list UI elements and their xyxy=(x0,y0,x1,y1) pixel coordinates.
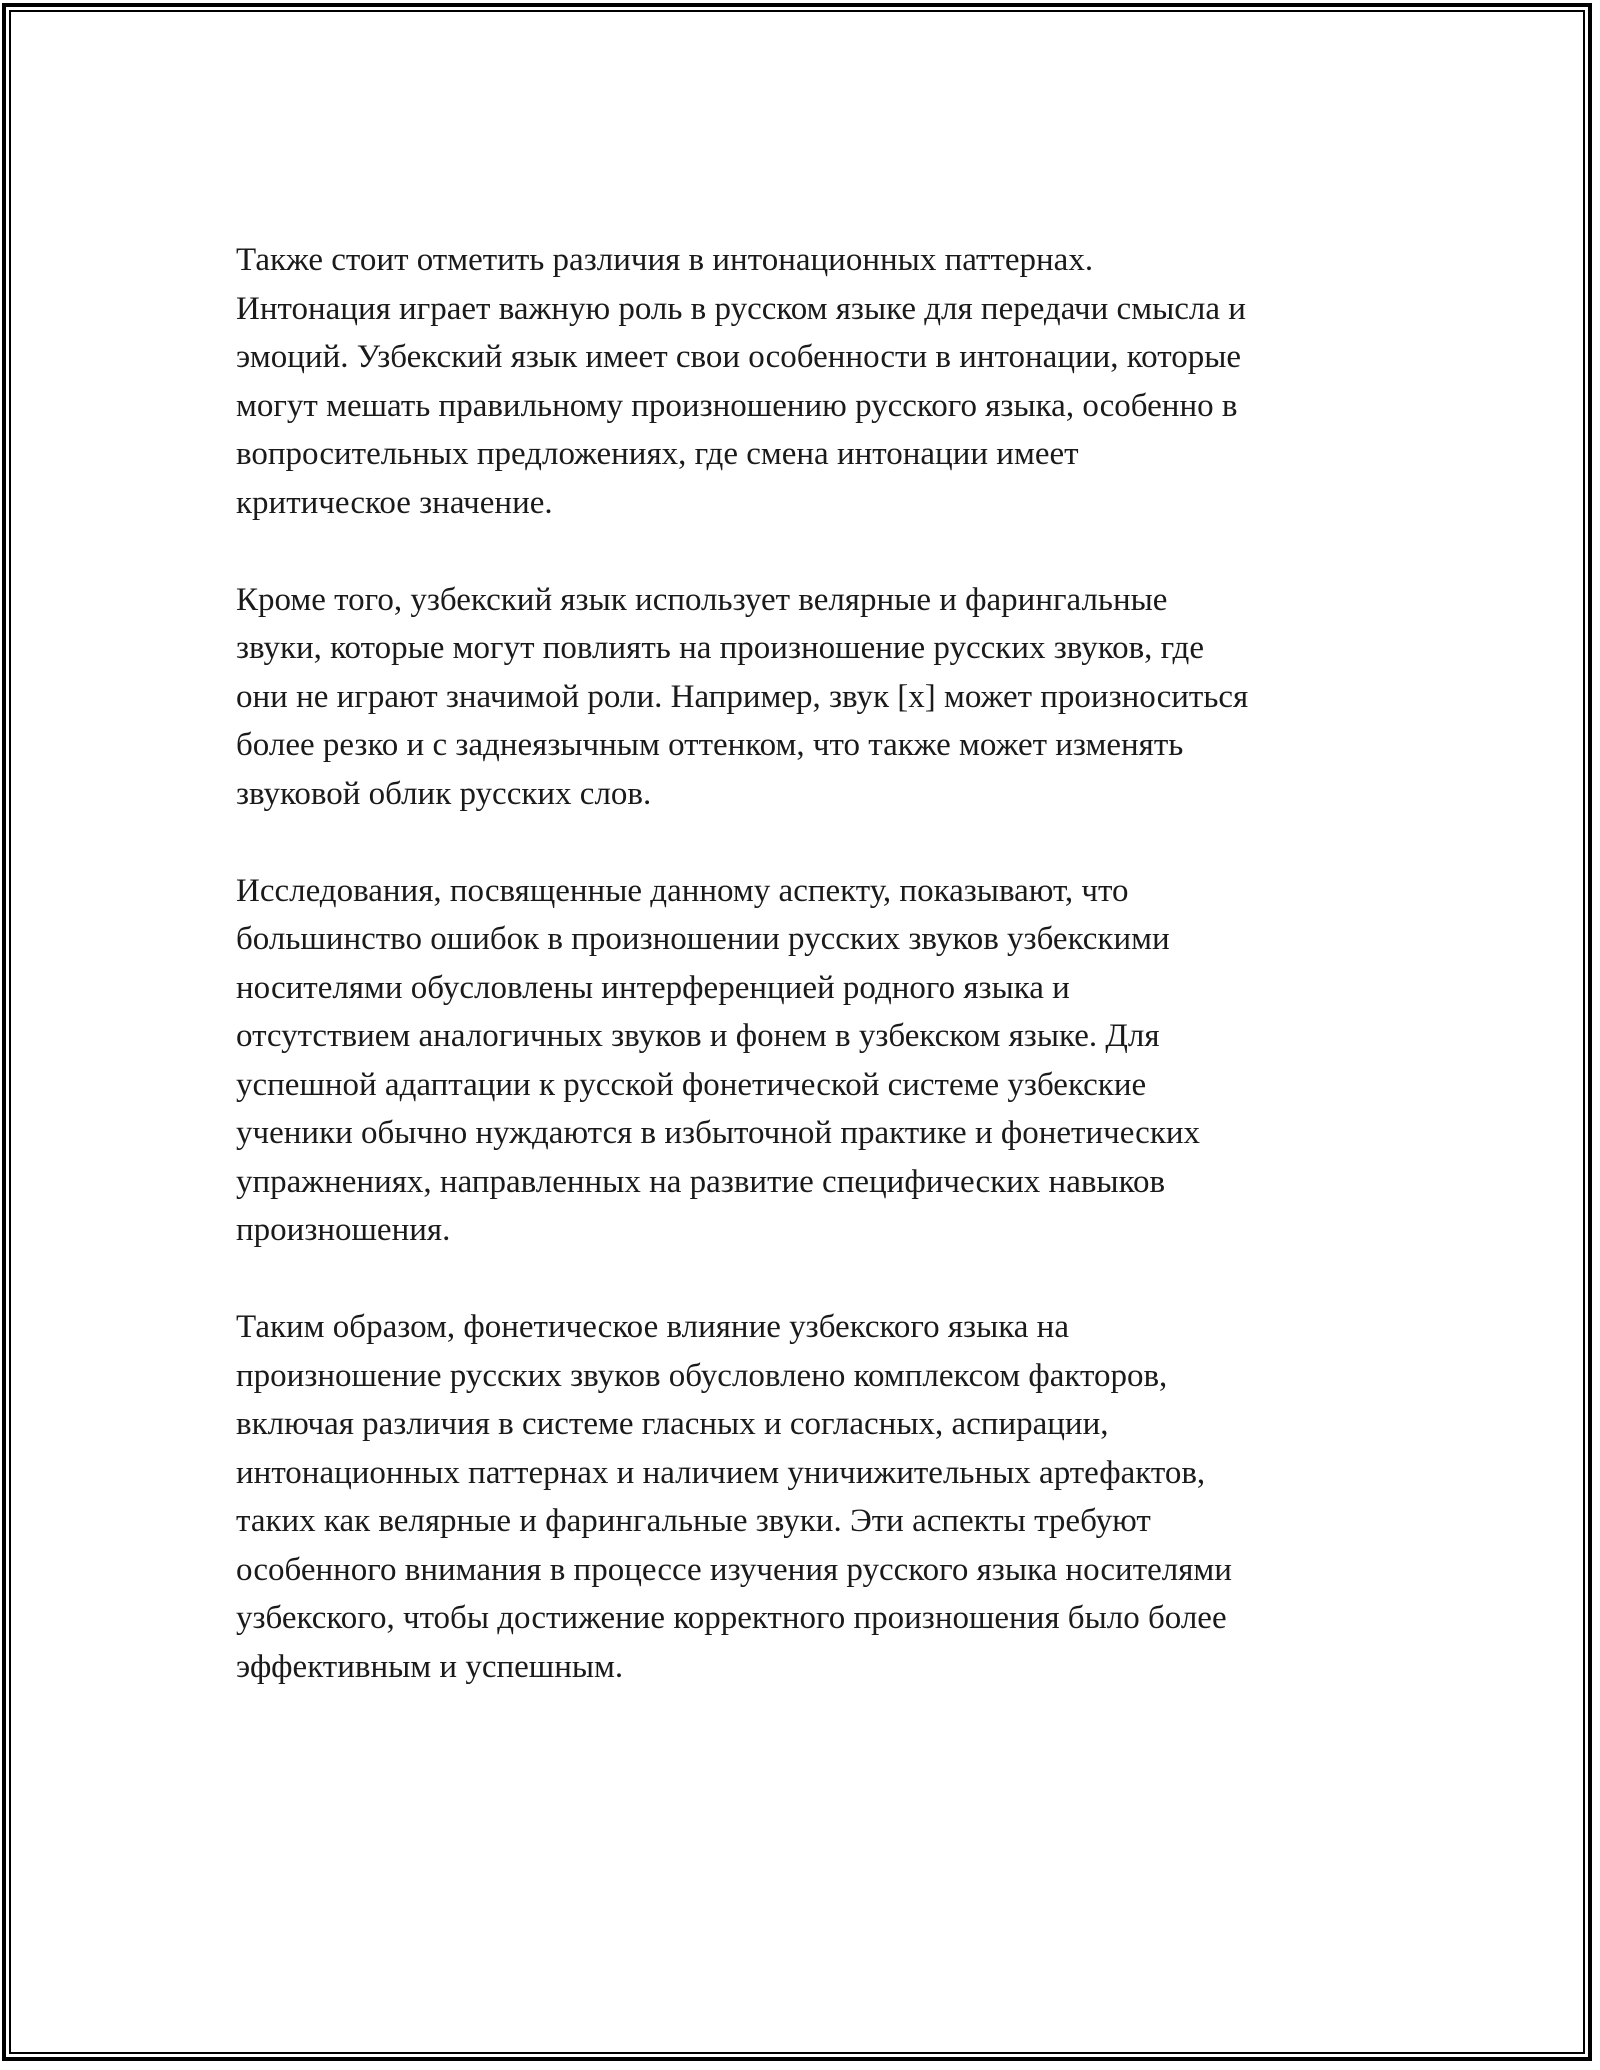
paragraph-research: Исследования, посвященные данному аспекту, показывают, что большинство ошибок в произношении русских звуков узбекскими носителями обусловлены интерференцией родного языка и отсутствием аналогичных звуков и фонем в узбекском языке. Для успешной адаптации к русской фонетической системе узбекские ученики обычно нуждаются в избыточной практике и фонетических упражнениях, направленных на развитие специфических навыков произношения. xyxy=(236,872,1201,1248)
paragraph-conclusion: Таким образом, фонетическое влияние узбекского языка на произношение русских звуков обусловлено комплексом факторов, включая различия в системе гласных и согласных, аспирации, интонационных паттернах и наличием уничижительных артефактов, таких как велярные и фарингальные звуки. Эти аспекты требуют особенного внимания в процессе изучения русского языка носителями узбекского, чтобы достижение корректного произношения было более эффективным и успешным. xyxy=(236,1309,1232,1685)
paragraph-velar-sounds: Кроме того, узбекский язык использует велярные и фарингальные звуки, которые могут повлиять на произношение русских звуков, где они не играют значимой роли. Например, звук [х] может произноситься более резко и с заднеязычным оттенком, что также может изменять звуковой облик русских слов. xyxy=(236,581,1249,812)
document-body xyxy=(236,236,1386,1740)
paragraph-intonation: Также стоит отметить различия в интонационных паттернах. Интонация играет важную роль в русском языке для передачи смысла и эмоций. Узбекский язык имеет свои особенности в интонации, которые могут мешать правильному произношению русского языка, особенно в вопросительных предложениях, где смена интонации имеет критическое значение. xyxy=(236,242,1246,521)
